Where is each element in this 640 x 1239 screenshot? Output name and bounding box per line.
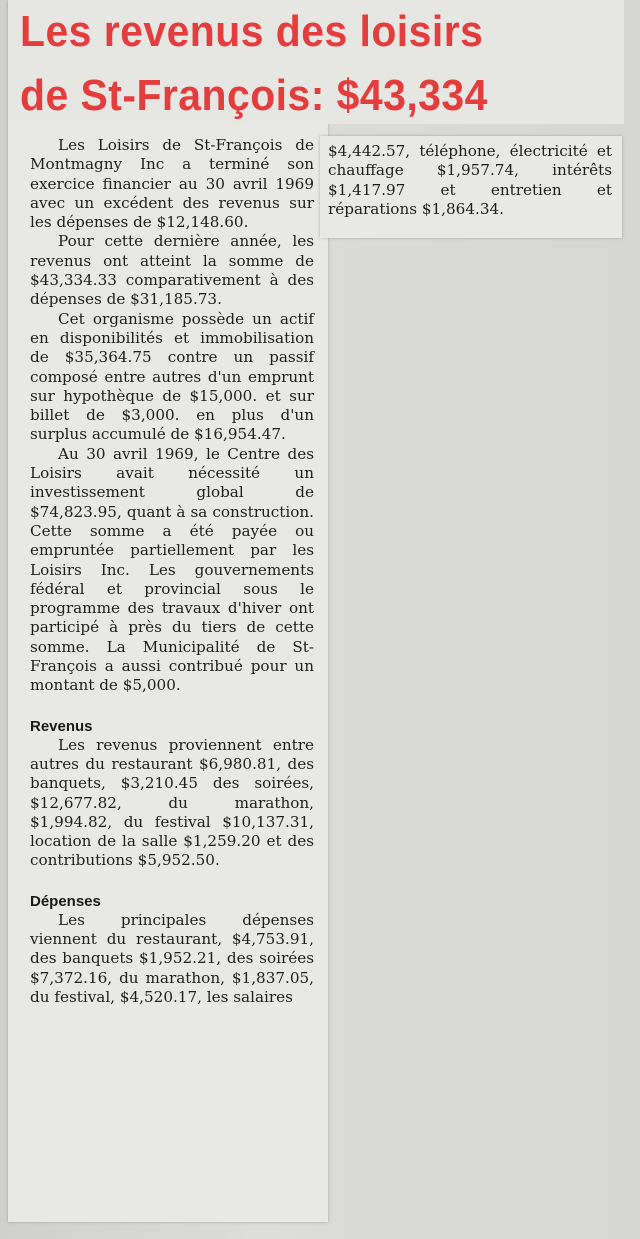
article-right-column <box>328 142 612 219</box>
section-heading-revenus: Revenus <box>30 717 93 735</box>
paragraph-investissement: Au 30 avril 1969, le Centre des Loisirs avait nécessité un investissement global de $74,823.95, quant à sa construction. Cette somme a été payée ou empruntée partiellement par les Loisirs Inc. Les gouvernements fédéral et provincial sous le programme des travaux d'hiver ont participé à près du tiers de cette somme. La Municipalité de St-François a aussi contribué pour un montant de $5,000. <box>30 444 314 695</box>
headline-line-2: de St-François: $43,334 <box>20 70 488 120</box>
paragraph-depenses-continuation: $4,442.57, téléphone, électricité et chauffage $1,957.74, intérêts $1,417.97 et entretien et réparations $1,864.34. <box>328 142 612 218</box>
headline <box>20 0 488 128</box>
paragraph-depenses-detail: Les principales dépenses viennent du restaurant, $4,753.91, des banquets $1,952.21, des soirées $7,372.16, du marathon, $1,837.05, du festival, $4,520.17, les salaires <box>30 910 314 1006</box>
paragraph-excedent: Les Loisirs de St-François de Montmagny Inc a terminé son exercice financier au 30 avril 1969 avec un excédent des revenus sur les dépenses de $12,148.60. <box>30 136 314 232</box>
paragraph-actif-passif: Cet organisme possède un actif en disponibilités et immobilisation de $35,364.75 contre un passif composé entre autres d'un emprunt sur hypothèque de $15,000. et sur billet de $3,000. en plus d'un surplus accumulé de $16,954.47. <box>30 309 314 444</box>
section-heading-depenses: Dépenses <box>30 892 101 910</box>
article-left-column <box>30 136 314 1007</box>
headline-line-1: Les revenus des loisirs <box>20 7 484 56</box>
paragraph-revenus-detail: Les revenus proviennent entre autres du restaurant $6,980.81, des banquets, $3,210.45 des soirées, $12,677.82, du marathon, $1,994.82, du festival $10,137.31, location de la salle $1,259.20 et des contributions $5,952.50. <box>30 735 314 870</box>
paragraph-revenus-total: Pour cette dernière année, les revenus ont atteint la somme de $43,334.33 comparativement à des dépenses de $31,185.73. <box>30 232 314 309</box>
